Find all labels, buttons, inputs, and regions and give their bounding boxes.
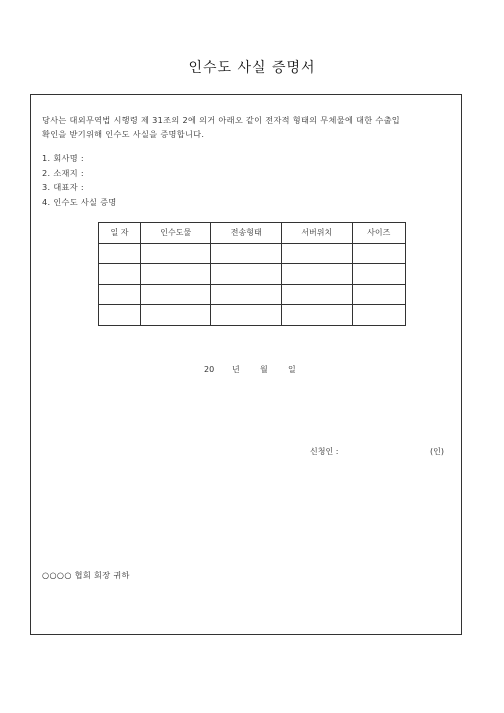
table-cell xyxy=(282,243,353,264)
date-year-unit: 년 xyxy=(232,365,240,374)
document-title: 인수도 사실 증명서 xyxy=(188,60,316,76)
applicant-line xyxy=(310,446,444,457)
table-cell xyxy=(99,264,141,285)
table-row xyxy=(99,284,406,305)
date-day-unit: 일 xyxy=(288,365,296,374)
field-list xyxy=(42,151,117,209)
recipient-line: ○○○○ 협회 회장 귀하 xyxy=(42,570,130,580)
table-cell xyxy=(282,284,353,305)
field-representative: 3. 대표자 : xyxy=(42,182,84,192)
table-row xyxy=(99,264,406,285)
field-address: 2. 소재지 : xyxy=(42,167,84,178)
intro-line-2: 확인을 받기위해 인수도 사실을 증명합니다. xyxy=(42,129,205,139)
table-cell xyxy=(352,305,405,326)
table-cell xyxy=(211,264,282,285)
table-cell xyxy=(352,243,405,264)
header-transfer-type: 전송형태 xyxy=(211,223,282,244)
date-line xyxy=(204,364,296,375)
table-cell xyxy=(99,305,141,326)
table-cell xyxy=(211,284,282,305)
field-delivery-proof: 4. 인수도 사실 증명 xyxy=(42,196,117,207)
table-cell xyxy=(99,243,141,264)
header-server-location: 서버위치 xyxy=(282,223,353,244)
table-row xyxy=(99,243,406,264)
header-size: 사이즈 xyxy=(352,223,405,244)
table-cell xyxy=(211,305,282,326)
date-month-unit: 월 xyxy=(260,365,268,374)
table-cell xyxy=(140,305,211,326)
table-cell xyxy=(99,284,141,305)
table-cell xyxy=(140,243,211,264)
intro-paragraph xyxy=(42,113,462,141)
table-cell xyxy=(352,284,405,305)
field-company-name: 1. 회사명 : xyxy=(42,153,84,163)
intro-line-1: 당사는 대외무역법 시행령 제 31조의 2에 의거 아래오 같이 전자적 형태의 무체물에 대한 수출입 xyxy=(42,115,400,125)
header-delivered-item: 인수도물 xyxy=(140,223,211,244)
table-cell xyxy=(282,264,353,285)
delivery-table xyxy=(98,222,406,326)
table-cell xyxy=(211,243,282,264)
applicant-label: 신청인 : xyxy=(310,447,339,456)
table-cell xyxy=(140,284,211,305)
date-year: 20 xyxy=(204,365,215,374)
table-row xyxy=(99,305,406,326)
header-date: 일 자 xyxy=(99,223,141,244)
table-cell xyxy=(282,305,353,326)
table-header-row xyxy=(99,223,406,244)
table-cell xyxy=(352,264,405,285)
table-cell xyxy=(140,264,211,285)
seal-mark: (인) xyxy=(430,447,444,456)
